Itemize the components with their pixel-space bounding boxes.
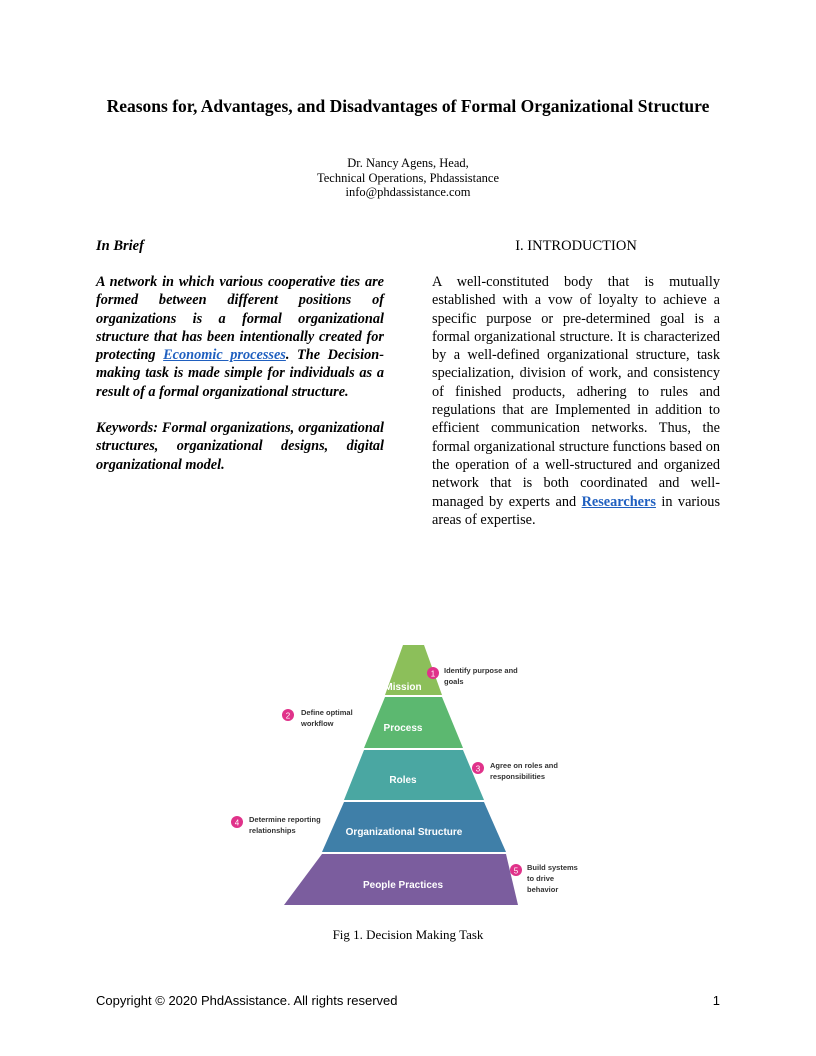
callout-5-text-line2: to drive <box>527 874 555 883</box>
researchers-link[interactable]: Researchers <box>581 493 656 510</box>
paper-title: Reasons for, Advantages, and Disadvantages of Formal Organizational Structure <box>106 96 710 116</box>
introduction-heading: I. INTRODUCTION <box>515 238 637 254</box>
introduction-text-start: A well-constituted body that is mutually established with a vow of loyalty to achieve a specific purpose or pre-determined goal is a formal organizational structure. It is characterized by a well-defined organizational structure, task specialization, division of work, and consistency of finished products, adhering to rules and regulations that are Implemented in addition to efficient communication networks. Thus, the formal organizational structure functions based on the operation of a well-structured and organized network that is both coordinated and well-managed by experts and <box>432 274 720 510</box>
pyramid-label-mission: Mission <box>384 682 422 693</box>
pyramid-diagram <box>220 640 600 915</box>
callout-1-text-line2: goals <box>444 677 464 686</box>
copyright-text: Copyright © 2020 PhdAssistance. All rights reserved <box>96 993 398 1008</box>
callout-3-text-line1: Agree on roles and <box>490 761 558 770</box>
pyramid-figure <box>220 640 600 915</box>
callout-5-text-line1: Build systems <box>527 863 578 872</box>
callout-5 <box>510 863 578 894</box>
in-brief-heading: In Brief <box>96 238 144 254</box>
author-affiliation: Technical Operations, Phdassistance <box>316 170 500 185</box>
page-footer <box>96 993 720 1008</box>
economic-processes-link[interactable]: Economic processes <box>163 347 286 364</box>
callout-2 <box>282 708 353 728</box>
abstract-text-end: . The Decision-making task is made simple for individuals as a result of a formal organizational structure. <box>96 347 384 400</box>
callout-2-text-line2: workflow <box>301 719 334 728</box>
author-email: info@phdassistance.com <box>345 185 471 199</box>
callout-1 <box>427 666 518 686</box>
author-name: Dr. Nancy Agens, Head, <box>347 156 469 170</box>
callout-5-number: 5 <box>513 866 519 876</box>
callout-3 <box>472 761 558 781</box>
callout-5-text-line3: behavior <box>527 885 559 894</box>
abstract-text-start: A network in which various cooperative ties are formed between different positions of organizations is a formal organizational structure that has been intentionally created for protecting <box>96 274 384 364</box>
pyramid-label-organizational-structure: Organizational Structure <box>345 827 463 838</box>
keywords: Keywords: Formal organizations, organizational structures, organizational designs, digital organizational model. <box>96 420 384 473</box>
introduction-text-end: in various areas of expertise. <box>432 493 721 528</box>
callout-1-number: 1 <box>430 669 436 679</box>
callout-3-number: 3 <box>475 764 481 774</box>
figure-caption: Fig 1. Decision Making Task <box>332 927 484 942</box>
introduction-text <box>432 273 720 529</box>
callout-4-text-line1: Determine reporting <box>249 815 321 824</box>
callout-4-text-line2: relationships <box>249 826 296 835</box>
in-brief-column <box>96 237 384 474</box>
callout-3-text-line2: responsibilities <box>490 772 546 781</box>
callout-1-text-line1: Identify purpose and <box>444 666 518 675</box>
callout-4 <box>231 815 321 835</box>
callout-2-number: 2 <box>285 711 291 721</box>
callout-2-text-line1: Define optimal <box>301 708 353 717</box>
pyramid-label-people-practices: People Practices <box>362 880 444 891</box>
callout-4-number: 4 <box>234 818 240 828</box>
author-block <box>96 156 720 200</box>
page-number: 1 <box>712 993 720 1008</box>
introduction-column <box>432 237 720 529</box>
pyramid-label-process: Process <box>383 723 423 734</box>
abstract-text <box>96 273 384 401</box>
pyramid-label-roles: Roles <box>389 775 417 786</box>
